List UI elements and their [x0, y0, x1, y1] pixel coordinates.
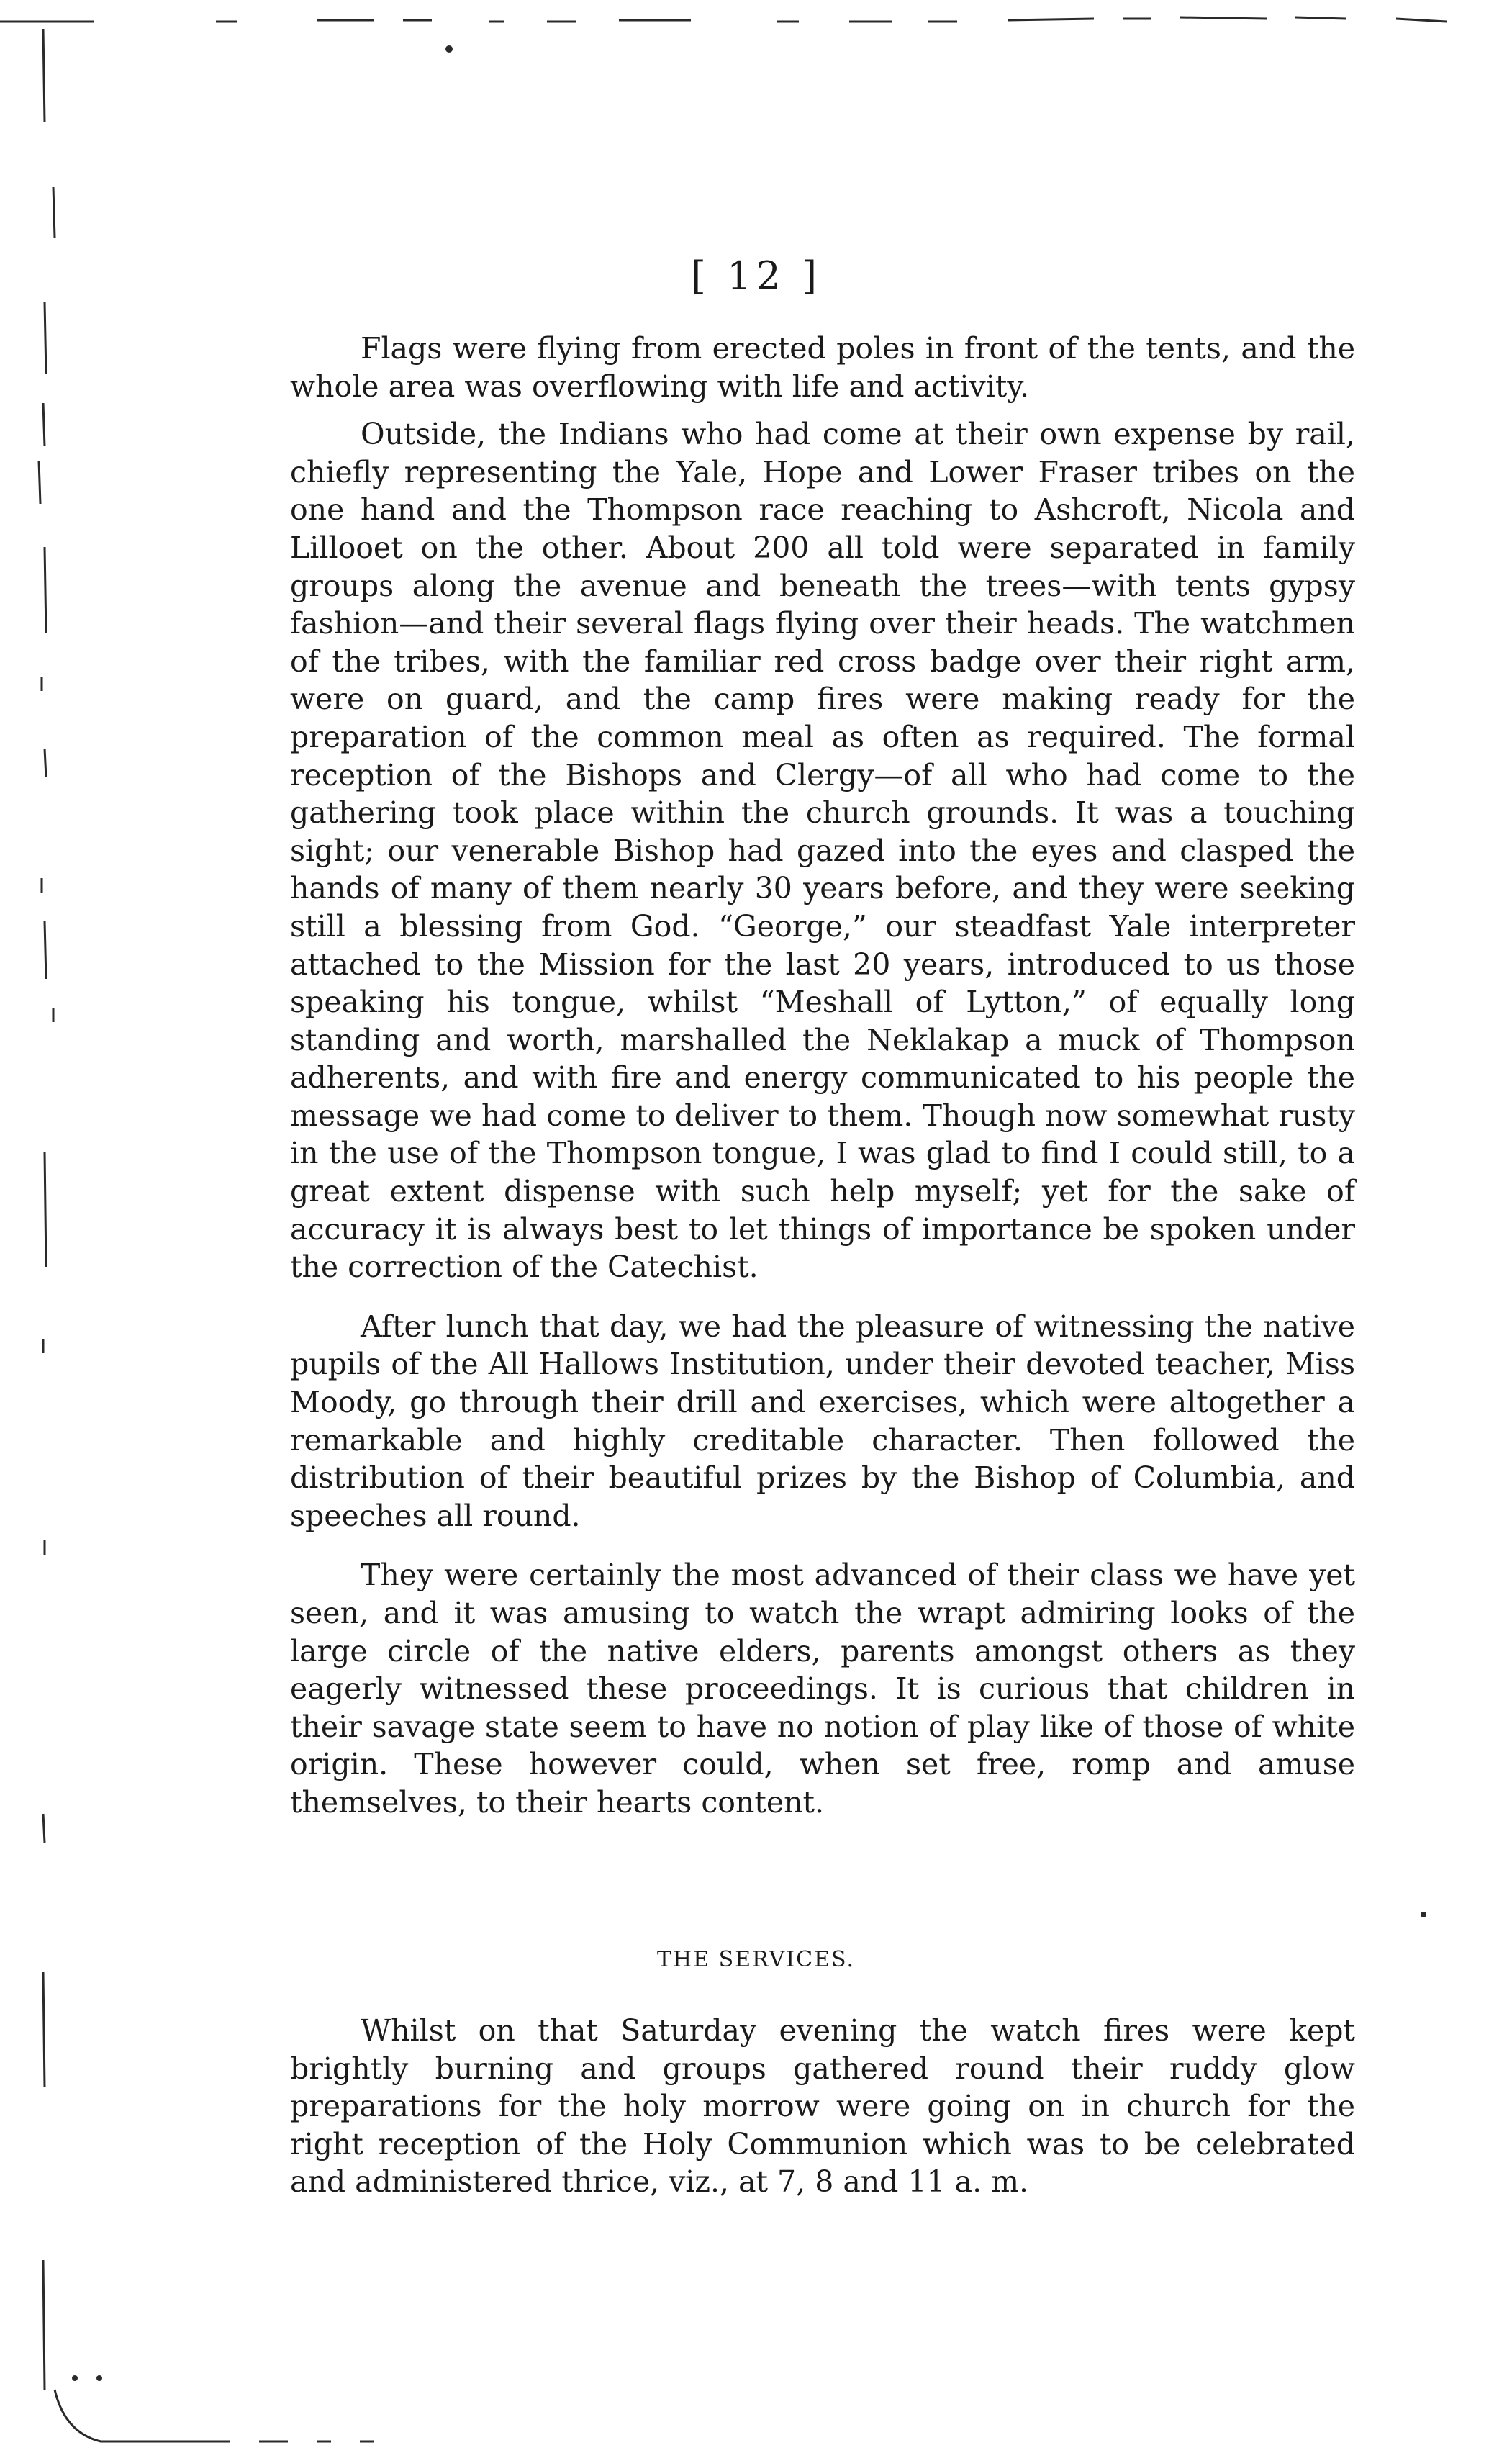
paragraph: They were certainly the most advanced of their class we have yet seen, and it was amusing to watch the wrapt admiring looks of the large circle of the native elders, parents amongst others as they eagerly witnessed these proceedings. It is curious that children in their savage state seem to have no notion of play like of those of white origin. These however could, when set free, romp and amuse themselves, to their hearts content. [290, 1558, 1355, 1820]
paragraph: Outside, the Indians who had come at their own expense by rail, chiefly representing the Yale, Hope and Lower Fraser tribes on the one hand and the Thompson race reaching to Ashcroft, Nicola and Lillooet on the other. About 200 all told were separated in family groups along the avenue and beneath the trees—with tents gypsy fashion—and their several flags flying over their heads. The watchmen of the tribes, with the familiar red cross badge over their right arm, were on guard, and the camp fires were making ready for the preparation of the common meal as often as required. The formal reception of the Bishops and Clergy—of all who had come to the gathering took place within the church grounds. It was a touching sight; our venerable Bishop had gazed into the eyes and clasped the hands of many of them nearly 30 years before, and they were seeking still a blessing from God. “George,” our steadfast Yale interpreter attached to the Mission for the last 20 years, introduced to us those speaking his tongue, whilst “Meshall of Lytton,” of equally long standing and worth, marshalled the Neklakap a muck of Thompson adherents, and with fire and energy communicated to his people the message we had come to deliver to them. Though now somewhat rusty in the use of the Thompson tongue, I was glad to find I could still, to a great extent dispense with such help myself; yet for the sake of accuracy it is always best to let things of importance be spoken under the correction of the Catechist. [290, 417, 1355, 1285]
page-number: [ 12 ] [690, 253, 822, 299]
section-heading: THE SERVICES. [657, 1947, 855, 1972]
paragraph: After lunch that day, we had the pleasure of witnessing the native pupils of the All Hallows Institution, under their devoted teacher, Miss Moody, go through their drill and exercises, which were altogether a remarkable and highly creditable character. Then followed the distribution of their beautiful prizes by the Bishop of Columbia, and speeches all round. [290, 1309, 1355, 1533]
paragraph: Flags were flying from erected poles in front of the tents, and the whole area was overflowing with life and activity. [290, 331, 1355, 404]
body-text [290, 330, 1355, 1822]
paragraph: Whilst on that Saturday evening the watch fires were kept brightly burning and groups gathered round their ruddy glow preparations for the holy morrow were going on in church for the right reception of the Holy Communion which was to be celebrated and administered thrice, viz., at 7, 8 and 11 a. m. [290, 2013, 1355, 2200]
body-text-continued [290, 2012, 1355, 2201]
